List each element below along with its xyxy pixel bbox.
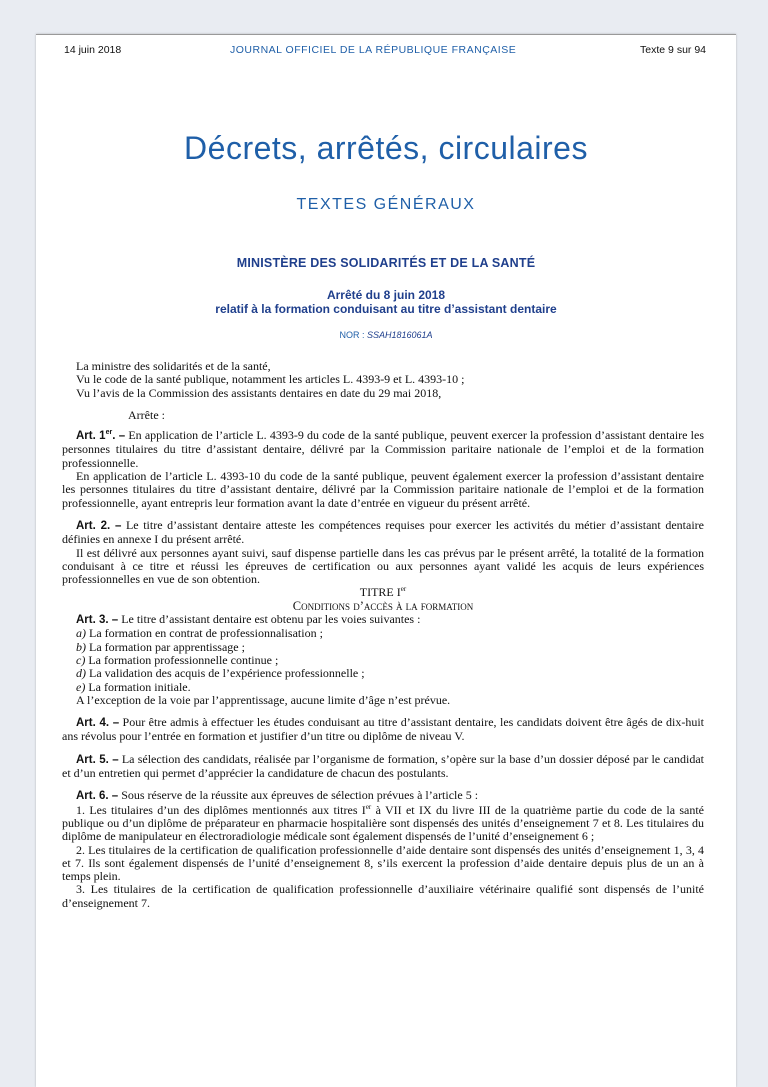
- article-3-item-c: c) La formation professionnelle continue ;: [76, 652, 279, 667]
- article-1-para-1: [62, 429, 704, 470]
- article-3-item-d: d) La validation des acquis de l’expérience professionnelle ;: [76, 666, 365, 681]
- article-2-text: Le titre d’assistant dentaire atteste les compétences requises pour exercer les activités du métier d’assistant dentaire définies en annexe I du présent arrêté.: [62, 517, 704, 547]
- article-2-label: Art. 2. –: [76, 519, 122, 532]
- nor-label: NOR :: [339, 330, 367, 340]
- article-3-item-b: b) La formation par apprentissage ;: [76, 639, 245, 654]
- article-6-intro: Art. 6. – Sous réserve de la réussite aux épreuves de sélection prévues à l’article 5 :: [76, 788, 479, 803]
- header-text-number: Texte 9 sur 94: [640, 44, 706, 56]
- arrete-title: [36, 288, 736, 316]
- section-subtitle: TEXTES GÉNÉRAUX: [296, 196, 476, 213]
- ministry-name: MINISTÈRE DES SOLIDARITÉS ET DE LA SANTÉ: [236, 256, 536, 270]
- top-rule: [36, 34, 736, 35]
- preamble-minister: La ministre des solidarités et de la santé,: [76, 359, 271, 373]
- document-page: [36, 34, 736, 1087]
- article-6-point-3: 3. Les titulaires de la certification de qualification professionnelle d’auxiliaire vétérinaire qualifié sont dispensés de l’unité d’enseignement 7.: [62, 882, 704, 910]
- titre-1-subtitle: Conditions d’accès à la formation: [292, 598, 474, 613]
- header-journal-title: JOURNAL OFFICIEL DE LA RÉPUBLIQUE FRANÇAISE: [230, 44, 517, 56]
- article-4-label: Art. 4. –: [76, 717, 120, 730]
- article-3-intro: Art. 3. – Le titre d’assistant dentaire est obtenu par les voies suivantes :: [76, 612, 421, 627]
- article-3-item-a: a) La formation en contrat de professionnalisation ;: [76, 626, 323, 641]
- article-5-label: Art. 5. –: [76, 753, 119, 766]
- nor-reference: [36, 330, 736, 340]
- section-title: Décrets, arrêtés, circulaires: [184, 130, 588, 166]
- titre-1-heading: TITRE Ier: [359, 585, 407, 600]
- article-6-point-2: 2. Les titulaires de la certification de qualification professionnelle d’aide dentaire sont dispensés des unités d’enseignement 1, 3, 4 et 7. Ils sont également dispensés de l’unité d’enseignement 8, s’ils exercent la profession d’aide dentaire depuis plus de un an à temps plein.: [62, 842, 704, 884]
- arrete-title-line2: relatif à la formation conduisant au titre d’assistant dentaire: [215, 302, 557, 316]
- article-5-para: Art. 5. – La sélection des candidats, réalisée par l’organisme de formation, s’opère sur la base d’un dossier déposé par le candidat et d’un entretien qui permet d’apprécier la candidature de chacun des postulants.: [62, 751, 704, 781]
- article-1-label: Art. 1er. –: [76, 429, 126, 443]
- preamble-vu-avis: Vu l’avis de la Commission des assistants dentaires en date du 29 mai 2018,: [76, 385, 442, 400]
- article-3-outro: A l’exception de la voie par l’apprentissage, aucune limite d’âge n’est prévue.: [76, 692, 451, 707]
- article-6-label: Art. 6. –: [76, 790, 119, 803]
- article-1-para-2: En application de l’article L. 4393-10 du code de la santé publique, peuvent également exercer la profession d’assistant dentaire les personnes titulaires du titre d’assistant dentaire, délivré par la Commission paritaire nationale de l’emploi et de la formation professionnelle, ayant entrepris leur formation avant la date d’entrée en vigueur du présent arrêté.: [62, 469, 704, 510]
- arrete-title-line1: Arrêté du 8 juin 2018: [326, 288, 446, 302]
- running-header: [64, 44, 706, 58]
- article-4-para: Art. 4. – Pour être admis à effectuer les études conduisant au titre d’assistant dentaire, les candidats doivent être âgés de dix-huit ans révolus pour l’entrée en formation et justifier d’un titre ou diplôme de niveau V.: [62, 715, 704, 744]
- nor-code: SSAH1816061A: [366, 330, 433, 340]
- preamble-vu-code: Vu le code de la santé publique, notamment les articles L. 4393-9 et L. 4393-10 ;: [76, 372, 465, 387]
- document-body: [62, 360, 704, 910]
- article-2-para-1: [62, 519, 704, 547]
- article-1-text: En application de l’article L. 4393-9 du code de la santé publique, peuvent exercer la profession d’assistant dentaire les personnes titulaires du titre d’assistant dentaire, délivré par la Commission paritaire nationale de l’emploi et de la formation professionnelle.: [62, 428, 704, 470]
- article-3-label: Art. 3. –: [76, 614, 119, 627]
- article-2-para-2: Il est délivré aux personnes ayant suivi, sauf dispense partielle dans les cas prévus par le présent arrêté, la totalité de la formation conduisant à ce titre et réussi les épreuves de certification ou aux personnes ayant validé les acquis de leurs expériences professionnelles en vue de son obtention.: [62, 545, 704, 587]
- header-date: 14 juin 2018: [64, 44, 122, 56]
- article-3-item-e: e) La formation initiale.: [76, 679, 191, 694]
- arrete-formula: Arrête :: [128, 407, 165, 422]
- article-6-point-1: 1. Les titulaires d’un des diplômes mentionnés aux titres Ier à VII et IX du livre III de la quatrième partie du code de la santé publique ou d’un diplôme de préparateur en pharmacie hospitalière sont dispensés des unités d’enseignement 7 et 8. Les titulaires du diplôme de manipulateur en électroradiologie médicale sont également dispensés de l’unité d’enseignement 6 ;: [62, 802, 704, 844]
